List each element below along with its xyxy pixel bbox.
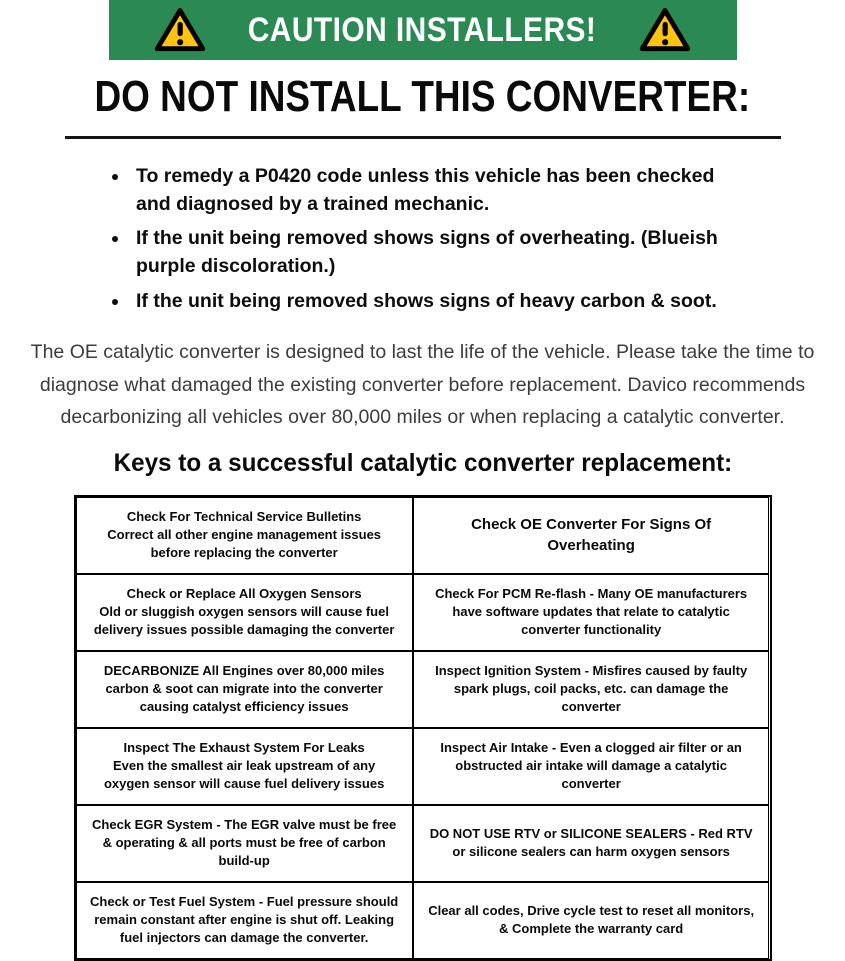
cell-text: Inspect Air Intake - Even a clogged air filter or an obstructed air intake will damage a catalytic converter xyxy=(440,739,742,792)
table-cell xyxy=(413,882,770,959)
keys-table xyxy=(74,495,772,961)
cell-text: Check or Replace All Oxygen Sensors xyxy=(126,585,362,601)
cell-text: Check OE Converter For Signs Of Overheating xyxy=(471,516,712,555)
cell-text: Old or sluggish oxygen sensors will cause fuel delivery issues possible damaging the converter xyxy=(93,603,395,638)
cell-text: DECARBONIZE All Engines over 80,000 miles carbon & soot can migrate into the converter causing catalyst efficiency issues xyxy=(103,662,385,715)
cell-text: Even the smallest air leak upstream of any oxygen sensor will cause fuel delivery issues xyxy=(103,757,385,792)
table-cell xyxy=(76,651,413,728)
table-cell xyxy=(413,805,770,882)
page-title xyxy=(0,72,845,121)
cell-text: Inspect The Exhaust System For Leaks xyxy=(123,739,365,755)
warnings-list xyxy=(108,163,738,315)
table-cell xyxy=(76,805,413,882)
table-cell xyxy=(76,728,413,805)
table-cell xyxy=(76,882,413,959)
intro-paragraph: The OE catalytic converter is designed to last the life of the vehicle. Please take the time to diagnose what damaged the existing converter before replacement. Davico recommends decarbonizing all vehicles over 80,000 miles or when replacing a catalytic converter. xyxy=(30,341,815,429)
keys-heading xyxy=(0,449,845,478)
table-cell xyxy=(413,651,770,728)
banner-title: CAUTION INSTALLERS! xyxy=(248,10,597,49)
warning-item: • If the unit being removed shows signs of overheating. (Blueish purple discoloration.) xyxy=(130,225,738,280)
title-divider xyxy=(65,136,781,139)
warning-item: • To remedy a P0420 code unless this vehicle has been checked and diagnosed by a trained mechanic. xyxy=(130,163,738,218)
cell-text: Inspect Ignition System - Misfires caused by faulty spark plugs, coil packs, etc. can damage the converter xyxy=(435,662,748,715)
cell-text: DO NOT USE RTV or SILICONE SEALERS - Red RTV or silicone sealers can harm oxygen sensors xyxy=(429,825,753,860)
warning-triangle-icon xyxy=(154,7,206,53)
warning-item: • If the unit being removed shows signs of heavy carbon & soot. xyxy=(130,288,738,316)
table-cell xyxy=(413,574,770,651)
table-cell xyxy=(413,497,770,574)
page-title-text: DO NOT INSTALL THIS CONVERTER: xyxy=(94,72,751,121)
cell-text: Check For Technical Service Bulletins xyxy=(126,508,362,524)
table-cell xyxy=(76,497,413,574)
cell-text: Check or Test Fuel System - Fuel pressure should remain constant after engine is shut off. Leaking fuel injectors can damage the converter. xyxy=(90,893,399,946)
table-cell xyxy=(76,574,413,651)
table-cell xyxy=(413,728,770,805)
cell-text: Correct all other engine management issues before replacing the converter xyxy=(107,526,382,561)
cell-text: Check EGR System - The EGR valve must be free & operating & all ports must be free of carbon build-up xyxy=(92,816,397,869)
cell-text: Check For PCM Re-flash - Many OE manufacturers have software updates that relate to catalytic converter functionality xyxy=(435,585,748,638)
caution-banner xyxy=(109,0,737,60)
warning-triangle-icon xyxy=(639,7,691,53)
cell-text: Clear all codes, Drive cycle test to reset all monitors, & Complete the warranty card xyxy=(428,902,755,937)
keys-heading-text: Keys to a successful catalytic converter replacement: xyxy=(113,448,732,477)
